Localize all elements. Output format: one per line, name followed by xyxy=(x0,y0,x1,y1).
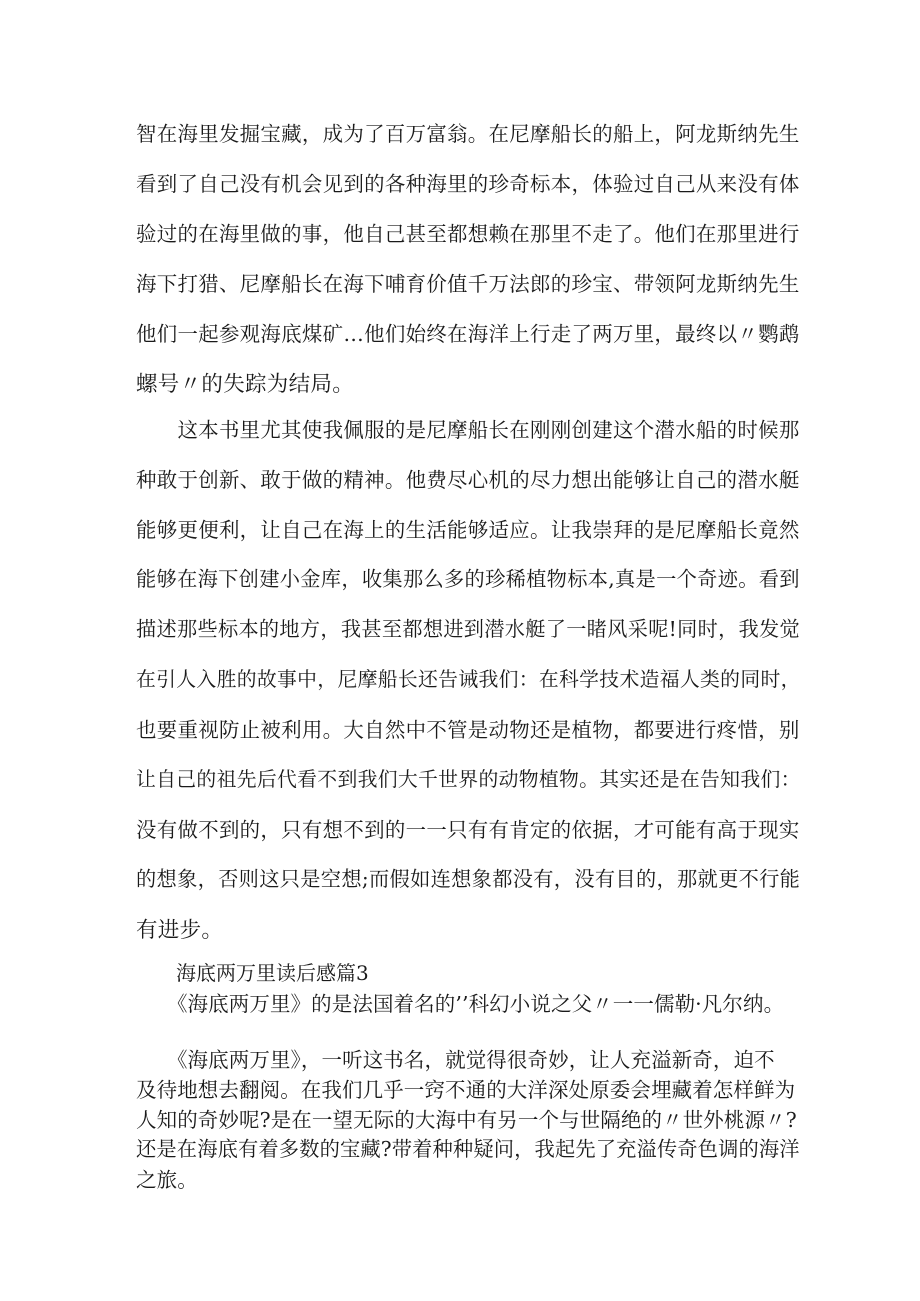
section-heading: 海底两万里读后感篇3 xyxy=(176,961,369,985)
paragraph-2-line: 种敢于创新、敢于做的精神。他费尽心机的尽力想出能够让自己的潜水艇 xyxy=(136,468,800,492)
paragraph-2-line: 描述那些标本的地方，我甚至都想进到潜水艇了一睹风采呢!同时，我发觉 xyxy=(136,617,801,641)
paragraph-1-line: 他们一起参观海底煤矿…他们始终在海洋上行走了两万里，最终以〃鹦鹉 xyxy=(136,322,800,346)
paragraph-4-line: 及待地想去翻阅。在我们几乎一窍不通的大洋深处原委会埋藏着怎样鲜为 xyxy=(136,1078,796,1102)
paragraph-2-line: 没有做不到的，只有想不到的一一只有有肯定的依据，才可能有高于现实 xyxy=(136,818,800,842)
paragraph-4-line: 《海底两万里》，一听这书名，就觉得很奇妙，让人充溢新奇，迫不 xyxy=(136,1048,775,1072)
paragraph-4-line: 之旅。 xyxy=(136,1168,198,1192)
paragraph-1-line: 验过的在海里做的事，他自己甚至都想赖在那里不走了。他们在那里进行 xyxy=(136,222,800,246)
paragraph-1-line: 智在海里发掘宝藏，成为了百万富翁。在尼摩船长的船上，阿龙斯纳先生 xyxy=(136,122,800,146)
paragraph-4-line: 人知的奇妙呢?是在一望无际的大海中有另一个与世隔绝的〃世外桃源〃? xyxy=(136,1108,797,1132)
paragraph-2-line: 这本书里尤其使我佩服的是尼摩船长在刚刚创建这个潜水船的时候那 xyxy=(136,418,800,442)
paragraph-3-line: 《海底两万里》的是法国着名的’’科幻小说之父〃一一儒勒·凡尔纳。 xyxy=(136,992,785,1016)
paragraph-2-line: 能够更便利，让自己在海上的生活能够适应。让我崇拜的是尼摩船长竟然 xyxy=(136,518,800,542)
paragraph-1-line: 螺号〃的失踪为结局。 xyxy=(136,372,355,397)
paragraph-4-line: 还是在海底有着多数的宝藏?带着种种疑问，我起先了充溢传奇色调的海洋 xyxy=(136,1137,800,1161)
paragraph-1-line: 海下打猎、尼摩船长在海下哺育价值千万法郎的珍宝、带领阿龙斯纳先生 xyxy=(136,272,800,296)
paragraph-2-line: 也要重视防止被利用。大自然中不管是动物还是植物，都要进行疼惜，别 xyxy=(136,718,800,742)
paragraph-1-line: 看到了自己没有机会见到的各种海里的珍奇标本，体验过自己从来没有体 xyxy=(136,172,800,196)
paragraph-2-line: 的想象，否则这只是空想;而假如连想象都没有，没有目的，那就更不行能 xyxy=(136,867,801,891)
paragraph-2-line: 能够在海下创建小金库，收集那么多的珍稀植物标本,真是一个奇迹。看到 xyxy=(136,567,800,591)
paragraph-2-line: 有进步。 xyxy=(136,918,224,943)
paragraph-2-line: 在引人入胜的故事中，尼摩船长还告诫我们：在科学技术造福人类的同时， xyxy=(136,668,801,691)
paragraph-2-line: 让自己的祖先后代看不到我们大千世界的动物植物。其实还是在告知我们： xyxy=(136,768,801,791)
